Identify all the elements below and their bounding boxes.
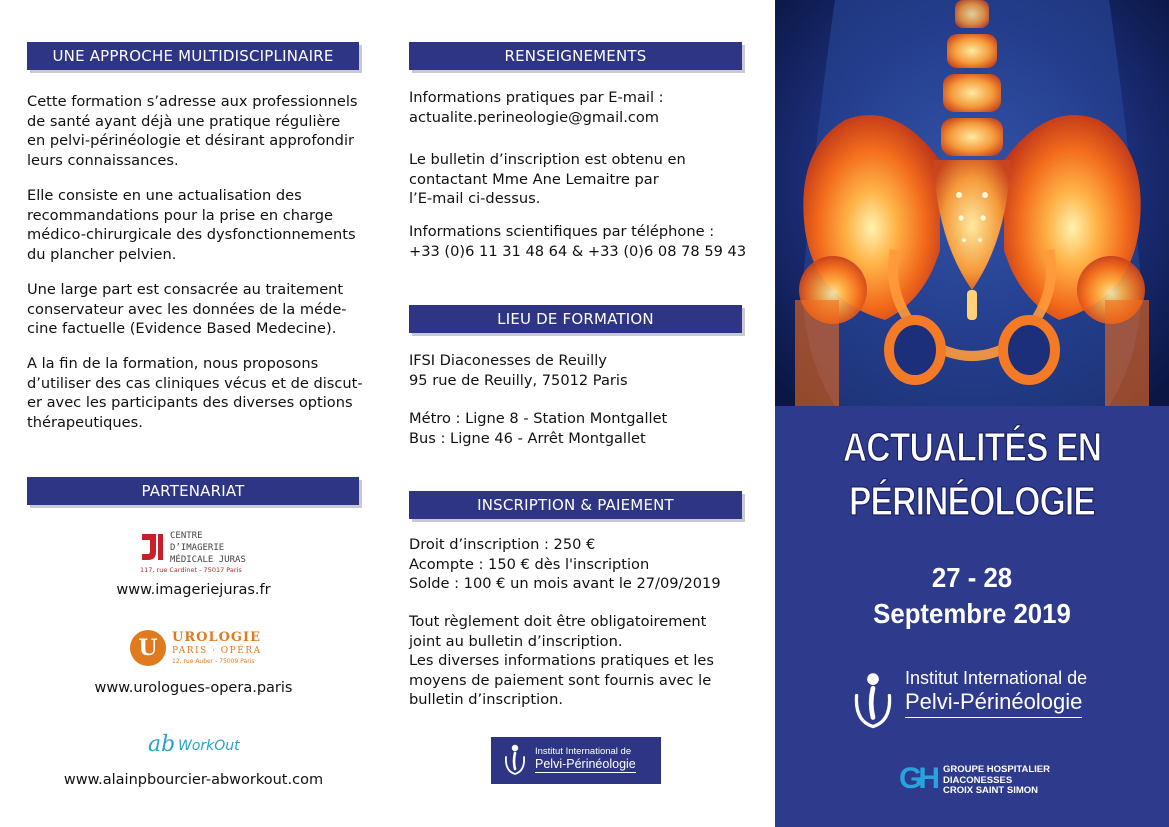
info-email-block: Informations pratiques par E-mail : actualite.perineologie@gmail.com bbox=[409, 88, 769, 127]
abworkout-logo: ab WorkOut bbox=[148, 732, 240, 757]
approach-paragraph-4: A la fin de la formation, nous proposons d’utiliser des cas cliniques vécus et de discut- er avec les participants des diverses options thérapeutiques. bbox=[27, 355, 363, 431]
left-panel bbox=[0, 0, 387, 827]
cover-title-line2: PÉRINÉOLOGIE bbox=[848, 478, 1096, 524]
juras-j-icon bbox=[140, 532, 164, 562]
venue-transport-block: Métro : Ligne 8 - Station Montgallet Bus : Ligne 46 - Arrêt Montgallet bbox=[409, 410, 668, 447]
partner-url-urologie[interactable]: www.urologues-opera.paris bbox=[94, 680, 293, 696]
partner-url-juras[interactable]: www.imageriejuras.fr bbox=[116, 582, 271, 598]
institute-card: Institut International de Pelvi-Périnéologie bbox=[491, 737, 661, 784]
abworkout-mark-icon: ab bbox=[148, 732, 176, 757]
payment-fees-block: Droit d’inscription : 250 € Acompte : 150 € dès l'inscription Solde : 100 € un mois avant le 27/09/2019 bbox=[409, 536, 721, 592]
venue-address-block: IFSI Diaconesses de Reuilly 95 rue de Reuilly, 75012 Paris bbox=[409, 352, 628, 389]
info-phone-block: Informations scientifiques par téléphone : +33 (0)6 11 31 48 64 & +33 (0)6 08 78 59 43 bbox=[409, 222, 769, 261]
contact-phones: +33 (0)6 11 31 48 64 & +33 (0)6 08 78 59 43 bbox=[409, 242, 747, 260]
partner-url-abworkout[interactable]: www.alainpbourcier-abworkout.com bbox=[63, 772, 324, 788]
gh-mark-icon: GH bbox=[899, 762, 936, 795]
info-bulletin-block: Le bulletin d’inscription est obtenu en contactant Mme Ane Lemaitre par l’E-mail ci-dessus. bbox=[409, 151, 686, 207]
pelvis-illustration bbox=[775, 0, 1169, 406]
partner-heading: PARTENARIAT bbox=[27, 477, 359, 505]
contact-email[interactable]: actualite.perineologie@gmail.com bbox=[409, 108, 659, 126]
approach-heading: UNE APPROCHE MULTIDISCIPLINAIRE bbox=[27, 42, 359, 70]
urologie-logo: U UROLOGIE PARIS · OPÉRA 12, rue Auber - 75009 Paris bbox=[130, 630, 270, 670]
cover-date-days: 27 - 28 bbox=[931, 562, 1013, 593]
urologie-u-icon: U bbox=[130, 630, 166, 666]
payment-terms-block: Tout règlement doit être obligatoirement joint au bulletin d’inscription. Les diverses informations pratiques et les moyens de paiement sont fournis avec le bulletin d’inscription. bbox=[409, 613, 715, 708]
info-heading: RENSEIGNEMENTS bbox=[409, 42, 742, 70]
cover-date-month: Septembre 2019 bbox=[873, 598, 1071, 629]
institute-figure-icon bbox=[503, 743, 527, 777]
middle-panel bbox=[387, 0, 775, 827]
cover-title-line1: ACTUALITÉS EN bbox=[842, 424, 1102, 470]
approach-paragraph-3: Une large part est consacrée au traitement conservateur avec les données de la méde- cine factuelle (Evidence Based Medecine). bbox=[27, 281, 347, 337]
payment-heading: INSCRIPTION & PAIEMENT bbox=[409, 491, 742, 519]
approach-paragraph-1: Cette formation s’adresse aux professionnels de santé ayant déjà une pratique régulière en pelvi-périnéologie et désirant approfondir leurs connaissances. bbox=[27, 93, 358, 169]
cover-panel bbox=[775, 0, 1169, 827]
venue-heading: LIEU DE FORMATION bbox=[409, 305, 742, 333]
cover-institute-logo: Institut International de Pelvi-Périnéologie bbox=[847, 668, 1107, 732]
institute-figure-icon bbox=[851, 670, 895, 732]
approach-paragraph-2: Elle consiste en une actualisation des recommandations pour la prise en charge médico-chirurgicale des dysfonctionnements du plancher pelvien. bbox=[27, 187, 356, 263]
gh-diaconesses-logo: GH GROUPE HOSPITALIER DIACONESSES CROIX SAINT SIMON bbox=[899, 762, 1050, 796]
juras-logo: CENTRE D’IMAGERIE MÉDICALE JURAS 117, rue Cardinet - 75017 Paris bbox=[140, 531, 246, 574]
